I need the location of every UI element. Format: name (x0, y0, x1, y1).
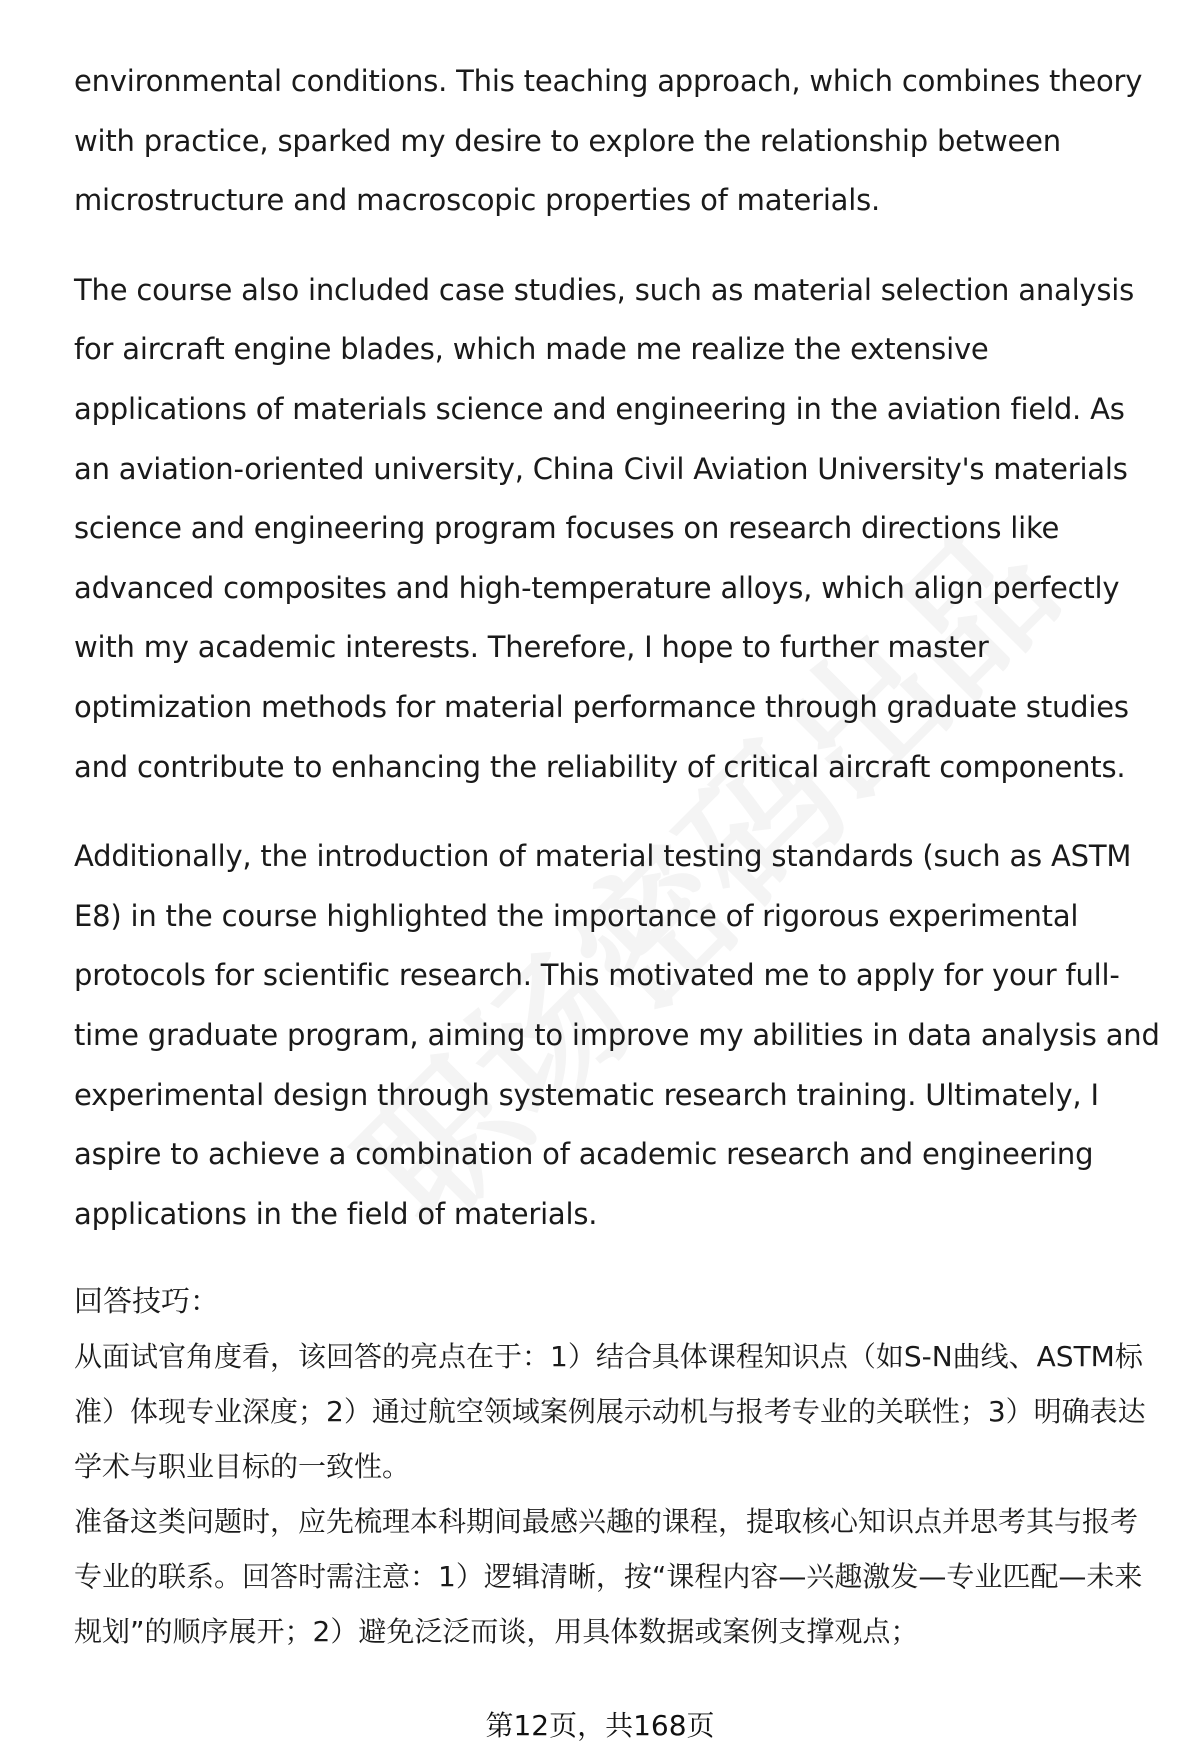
page-number: 第12页，共168页 (485, 1709, 715, 1742)
paragraph-2: The course also included case studies, such as material selection analysis for aircraft engine blades, which made me realize the extensive applications of materials science and engineering in the aviation field. As an aviation-oriented university, China Civil Aviation University's materials science and engineering program focuses on research directions like advanced composites and high-temperature alloys, which align perfectly with my academic interests. Therefore, I hope to further master optimization methods for material performance through graduate studies and contribute to enhancing the reliability of critical aircraft components. (74, 272, 1135, 784)
paragraph-3: Additionally, the introduction of material testing standards (such as ASTM E8) in the course highlighted the importance of rigorous experimental protocols for scientific research. This motivated me to apply for your full-time graduate program, aiming to improve my abilities in data analysis and experimental design through systematic research training. Ultimately, I aspire to achieve a combination of academic research and engineering applications in the field of materials. (74, 839, 1160, 1231)
tips-paragraph-1: 从面试官角度看，该回答的亮点在于：1）结合具体课程知识点（如S-N曲线、ASTM标准）体现专业深度；2）通过航空领域案例展示动机与报考专业的关联性；3）明确表达学术与职业目标的一致性。 (74, 1340, 1146, 1484)
paragraph-1: environmental conditions. This teaching approach, which combines theory with practice, sparked my desire to explore the relationship between microstructure and macroscopic properties of materials. (74, 64, 1143, 218)
tips-paragraph-2: 准备这类问题时，应先梳理本科期间最感兴趣的课程，提取核心知识点并思考其与报考专业的联系。回答时需注意：1）逻辑清晰，按“课程内容—兴趣激发—专业匹配—未来规划”的顺序展开；2）避免泛泛而谈，用具体数据或案例支撑观点； (74, 1505, 1143, 1649)
document-body (74, 52, 1164, 1659)
tips-title: 回答技巧： (74, 1284, 220, 1319)
